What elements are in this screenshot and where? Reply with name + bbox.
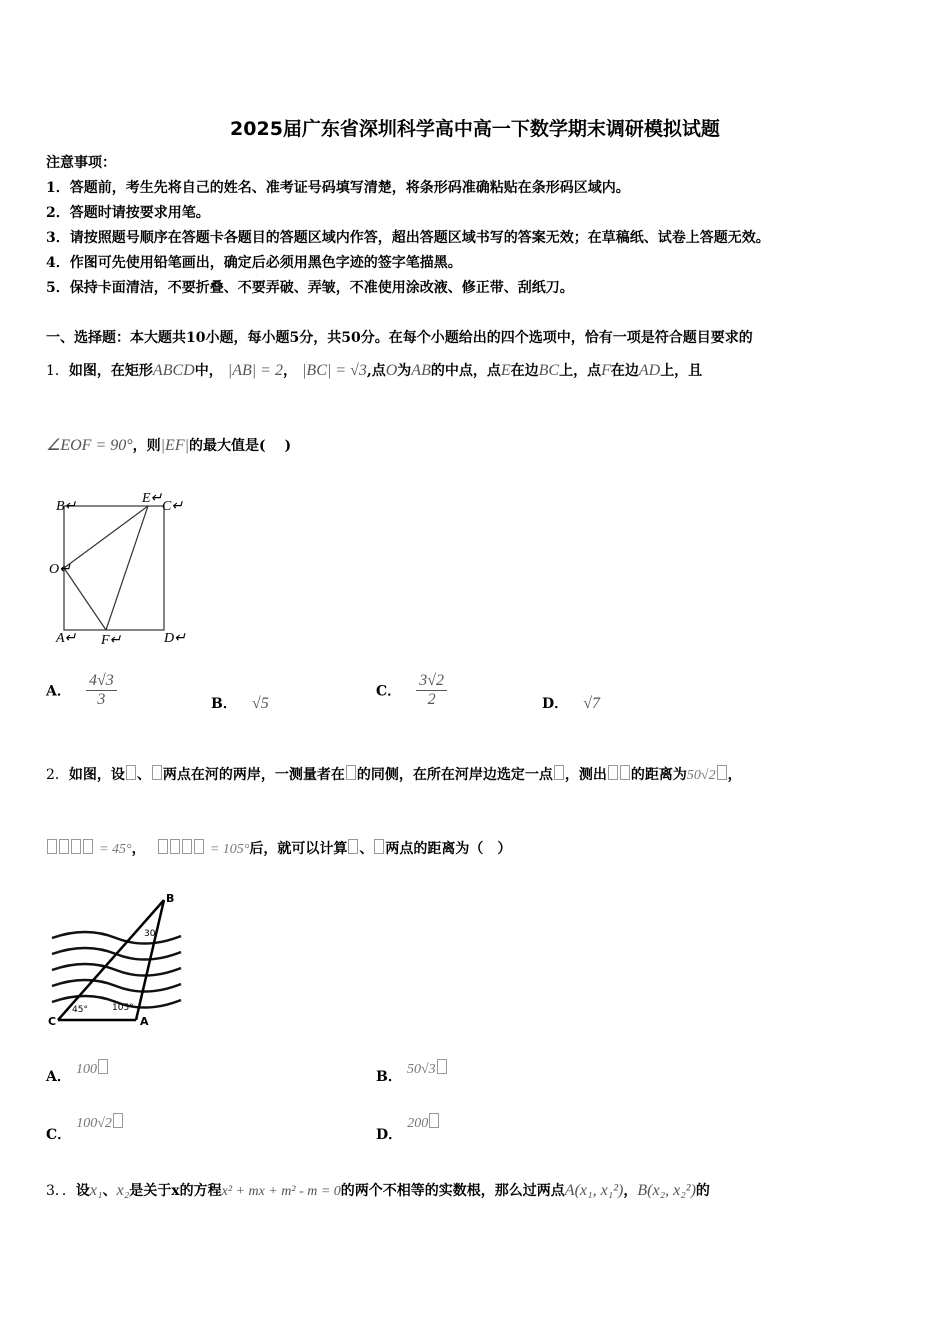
segment-ef: [106, 506, 148, 630]
q2-option-c[interactable]: C． 100√2: [46, 1112, 124, 1144]
angle-30-label: 30: [144, 929, 156, 939]
q2-option-b[interactable]: B． 50√3: [376, 1058, 448, 1086]
q1-option-c[interactable]: C． $\frac{3√2}{2}$: [376, 672, 447, 709]
segment-oe: [64, 506, 148, 568]
label-a: A: [140, 1015, 149, 1028]
q1-stem-line2: ∠EOF = 90°，则|EF|的最大值是( ): [46, 437, 292, 454]
q1-option-b[interactable]: B． √5: [211, 695, 269, 712]
q2-river-figure: [46, 888, 191, 1030]
note-item-2: 2．答题时请按要求用笔。: [46, 205, 210, 221]
q2-stem-line2: = 45°， = 105°后，就可以计算 、 两点的距离为（ ）: [46, 838, 511, 858]
angle-45-label: 45°: [72, 1005, 88, 1015]
label-b: B: [166, 892, 175, 905]
note-item-3: 3．请按照题号顺序在答题卡各题目的答题区域内作答，超出答题区域书写的答案无效；在草稿纸、试卷上答题无效。: [46, 230, 770, 246]
q1-option-a[interactable]: A． $\frac{4√3}{3}$: [46, 672, 117, 709]
notes-header: 注意事项：: [46, 155, 116, 171]
label-a: A↵: [56, 631, 77, 646]
river-wave-3: [52, 964, 181, 976]
river-wave-4: [52, 980, 181, 992]
rectangle-abcd: [64, 506, 164, 630]
segment-of: [64, 568, 106, 630]
q1-stem-line1: 1．如图，在矩形ABCD中， |AB| = 2， |BC| = √3,点O为AB的中点，点E在边BC上，点F在边AD上，且: [46, 362, 703, 379]
label-e: E↵: [142, 491, 163, 506]
label-b: B↵: [56, 499, 77, 514]
label-o: O↵: [49, 562, 71, 577]
label-f: F↵: [101, 633, 122, 648]
q1-option-d[interactable]: D． √7: [542, 695, 601, 712]
label-c: C: [48, 1015, 57, 1028]
label-d: D↵: [164, 631, 186, 646]
q3-stem: 3．．设x₁、x₂是关于x的方程x² + mx + m² - m = 0的两个不相等的实数根，那么过两点A(x₁, x₁²)，B(x₂, x₂²)的: [46, 1182, 710, 1199]
note-item-4: 4．作图可先使用铅笔画出，确定后必须用黑色字迹的签字笔描黑。: [46, 255, 462, 271]
page-title: 2025届广东省深圳科学高中高一下数学期末调研模拟试题: [230, 118, 720, 140]
note-item-1: 1．答题前，考生先将自己的姓名、准考证号码填写清楚，将条形码准确粘贴在条形码区域内。: [46, 180, 630, 196]
q2-option-d[interactable]: D． 200: [376, 1112, 440, 1144]
q2-stem-line1: 2．如图，设 、 两点在河的两岸，一测量者在 的同侧，在所在河岸边选定一点 ，测出 的距离为50√2 ，: [46, 767, 742, 783]
label-c: C↵: [162, 499, 184, 514]
q1-rectangle-figure: [46, 488, 196, 648]
angle-105-label: 105°: [112, 1003, 134, 1013]
note-item-5: 5．保持卡面清洁，不要折叠、不要弄破、弄皱，不准使用涂改液、修正带、刮纸刀。: [46, 280, 574, 296]
section-heading: 一、选择题：本大题共10小题，每小题5分，共50分。在每个小题给出的四个选项中，恰有一项是符合题目要求的: [46, 330, 753, 346]
q2-option-a[interactable]: A． 100: [46, 1058, 109, 1086]
river-wave-1: [52, 932, 181, 944]
